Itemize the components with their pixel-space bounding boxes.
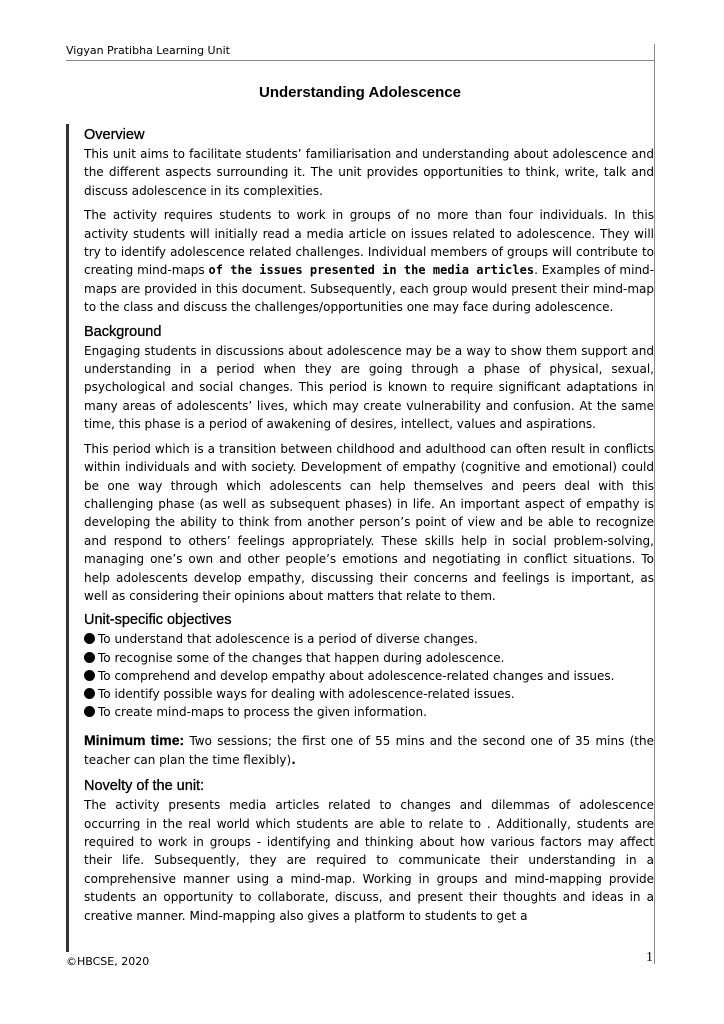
- bullet-icon: [84, 688, 95, 699]
- bullet-icon: [84, 670, 95, 681]
- objectives-section: [84, 611, 654, 721]
- objective-text: To understand that adolescence is a period of diverse changes.: [98, 632, 478, 647]
- overview-paragraph-2: [84, 206, 654, 316]
- overview-p2-text-a: The activity requires students to work in groups of no more than four individuals. In this activity students will initially read a media article on issues related to adolescence. They will try to identify adolescence related challenges. Individual members of groups will contribute to creating mind-maps: [84, 208, 654, 278]
- bullet-icon: [84, 652, 95, 663]
- bullet-icon: [84, 706, 95, 717]
- objective-item: [84, 667, 654, 685]
- running-header: Vigyan Pratibha Learning Unit: [66, 44, 230, 57]
- objectives-heading: Unit-specific objectives: [84, 612, 232, 629]
- overview-p2-text-b: . Examples of mind-maps are provided in this document. Subsequently, each group would present their mind-map to the class and discuss the challenges/opportunities one may face during adolescence.: [84, 263, 655, 315]
- left-margin-bar: [66, 124, 69, 952]
- copyright-footer: ©HBCSE, 2020: [66, 955, 150, 968]
- header-rule: [66, 60, 654, 61]
- document-body: [84, 126, 654, 925]
- novelty-paragraph-1: The activity presents media articles related to changes and dilemmas of adolescence occurring in the real world which students are able to relate to . Additionally, students are required to work in groups - identifying and thinking about how various factors may affect their life. Subsequently, they are required to communicate their understanding in a comprehensive manner using a mind-map. Working in groups and mind-mapping provide students an opportunity to collaborate, discuss, and present their thoughts and ideas in a creative manner. Mind-mapping also gives a platform to students to get a: [84, 798, 654, 923]
- document-title: Understanding Adolescence: [259, 84, 461, 101]
- minimum-time-label: Minimum time:: [84, 732, 185, 749]
- minimum-time-text: Two sessions; the first one of 55 mins and the second one of 35 mins (the teacher can plan the time flexibly): [84, 734, 654, 767]
- background-heading: Background: [84, 323, 162, 340]
- minimum-time-paragraph: [84, 731, 654, 769]
- right-margin-rule: [654, 44, 655, 964]
- background-paragraph-2: This period which is a transition between childhood and adulthood can often result in conflicts within individuals and with society. Development of empathy (cognitive and emotional) could be one way through which adolescents can help themselves and peers deal with this challenging phase (as well as subsequent phases) in life. An important aspect of empathy is developing the ability to think from another person’s point of view and be able to recognize and respond to others’ feelings appropriately. These skills help in social problem-solving, managing one’s own and other people’s emotions and negotiating in conflict situations. To help adolescents develop empathy, discussing their concerns and feelings is important, as well as considering their opinions about matters that relate to them.: [84, 441, 654, 603]
- objective-text: To comprehend and develop empathy about adolescence-related changes and issues.: [98, 668, 615, 683]
- overview-paragraph-1: This unit aims to facilitate students’ familiarisation and understanding about adolescence and the different aspects surrounding it. The unit provides opportunities to think, write, talk and discuss adolescence in its complexities.: [84, 147, 654, 198]
- objectives-list: [84, 630, 654, 721]
- overview-heading: Overview: [84, 127, 145, 143]
- objective-text: To recognise some of the changes that happen during adolescence.: [98, 650, 505, 665]
- objective-item: [84, 703, 654, 721]
- novelty-section: [84, 777, 654, 925]
- overview-section: [84, 126, 654, 317]
- minimum-time-section: [84, 731, 654, 769]
- objective-item: [84, 685, 654, 703]
- page-number: 1: [646, 950, 653, 965]
- bullet-icon: [84, 633, 95, 644]
- objective-text: To create mind-maps to process the given information.: [98, 705, 427, 720]
- background-section: [84, 323, 654, 606]
- overview-p2-bold: of the issues presented in the media articles: [208, 263, 535, 278]
- objective-text: To identify possible ways for dealing with adolescence-related issues.: [98, 686, 515, 701]
- novelty-heading: Novelty of the unit:: [84, 778, 205, 795]
- background-paragraph-1: Engaging students in discussions about adolescence may be a way to show them support and understanding in a period when they are going through a phase of physical, sexual, psychological and social changes. This period is known to require significant adaptations in many areas of adolescents’ lives, which may create vulnerability and confusion. At the same time, this phase is a period of awakening of desires, intellect, values and aspirations.: [84, 343, 654, 432]
- objective-item: [84, 649, 654, 667]
- minimum-time-period: .: [291, 752, 296, 767]
- objective-item: [84, 630, 654, 648]
